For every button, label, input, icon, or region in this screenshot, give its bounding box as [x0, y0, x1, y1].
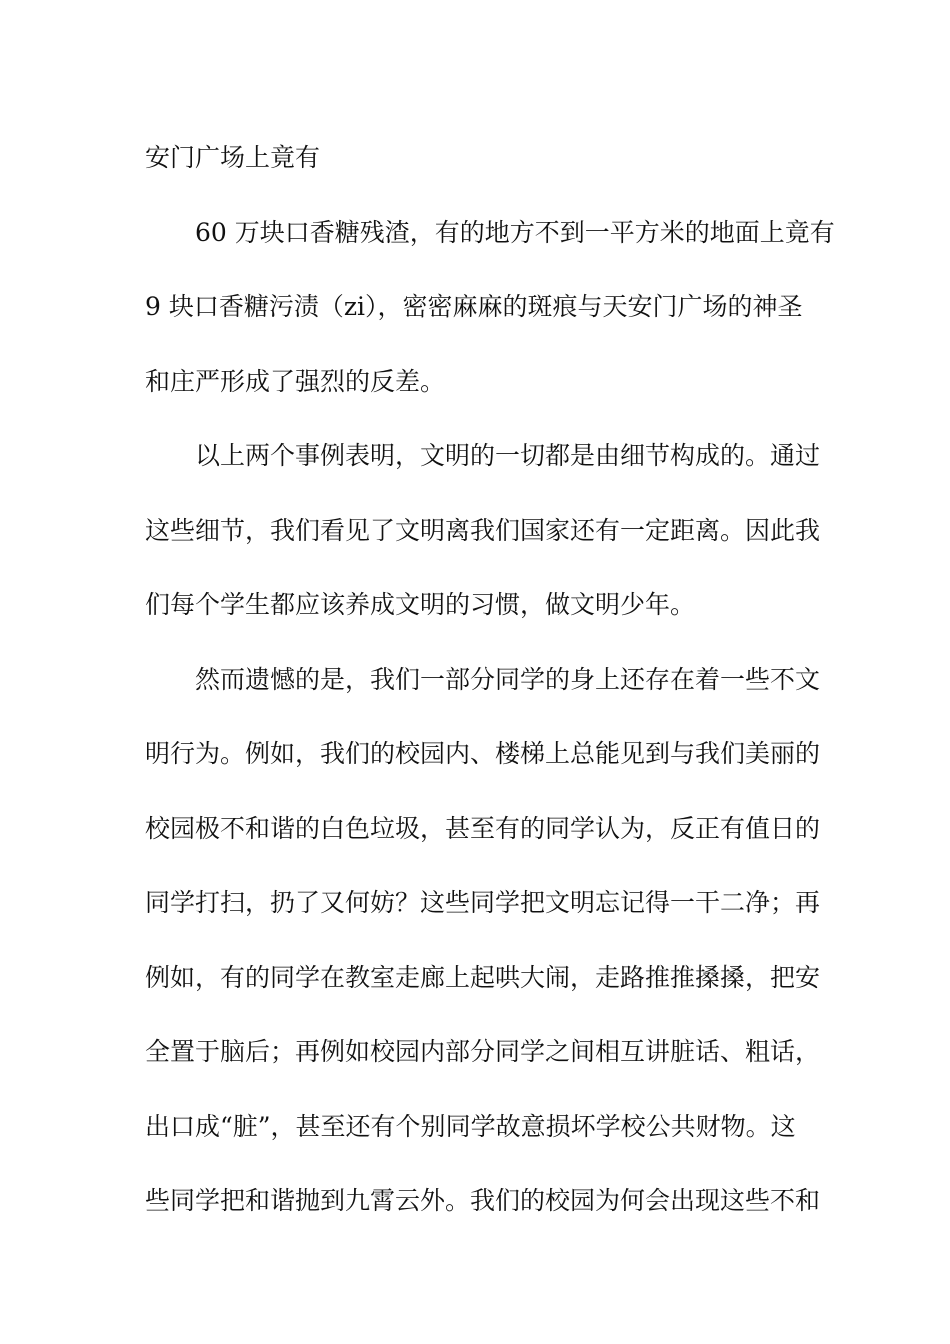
- text-line: 校园极不和谐的白色垃圾，甚至有的同学认为，反正有值日的: [145, 813, 821, 843]
- text-line: 9 块口香糖污渍（zi），密密麻麻的斑痕与天安门广场的神圣: [145, 292, 803, 321]
- text-line: 同学打扫，扔了又何妨？这些同学把文明忘记得一干二净；再: [145, 888, 821, 917]
- text-line: 全置于脑后；再例如校园内部分同学之间相互讲脏话、粗话，: [145, 1037, 821, 1066]
- text-line: 明行为。例如，我们的校园内、楼梯上总能见到与我们美丽的: [145, 739, 821, 768]
- text-line: 出口成“脏”，甚至还有个别同学故意损坏学校公共财物。这: [145, 1111, 796, 1141]
- text-line: 例如，有的同学在教室走廊上起哄大闹，走路推推搡搡，把安: [145, 962, 821, 992]
- text-line: 60 万块口香糖残渣，有的地方不到一平方米的地面上竟有: [195, 217, 835, 247]
- text-line: 们每个学生都应该养成文明的习惯，做文明少年。: [145, 590, 696, 619]
- text-line: 这些细节，我们看见了文明离我们国家还有一定距离。因此我: [145, 515, 821, 545]
- text-line: 然而遗憾的是，我们一部分同学的身上还存在着一些不文: [195, 664, 821, 694]
- text-line: 安门广场上竟有: [145, 143, 321, 172]
- text-line: 些同学把和谐抛到九霄云外。我们的校园为何会出现这些不和: [145, 1186, 821, 1215]
- text-line: 和庄严形成了强烈的反差。: [145, 366, 446, 396]
- document-body: [145, 121, 835, 1239]
- text-line: 以上两个事例表明，文明的一切都是由细节构成的。通过: [195, 441, 821, 470]
